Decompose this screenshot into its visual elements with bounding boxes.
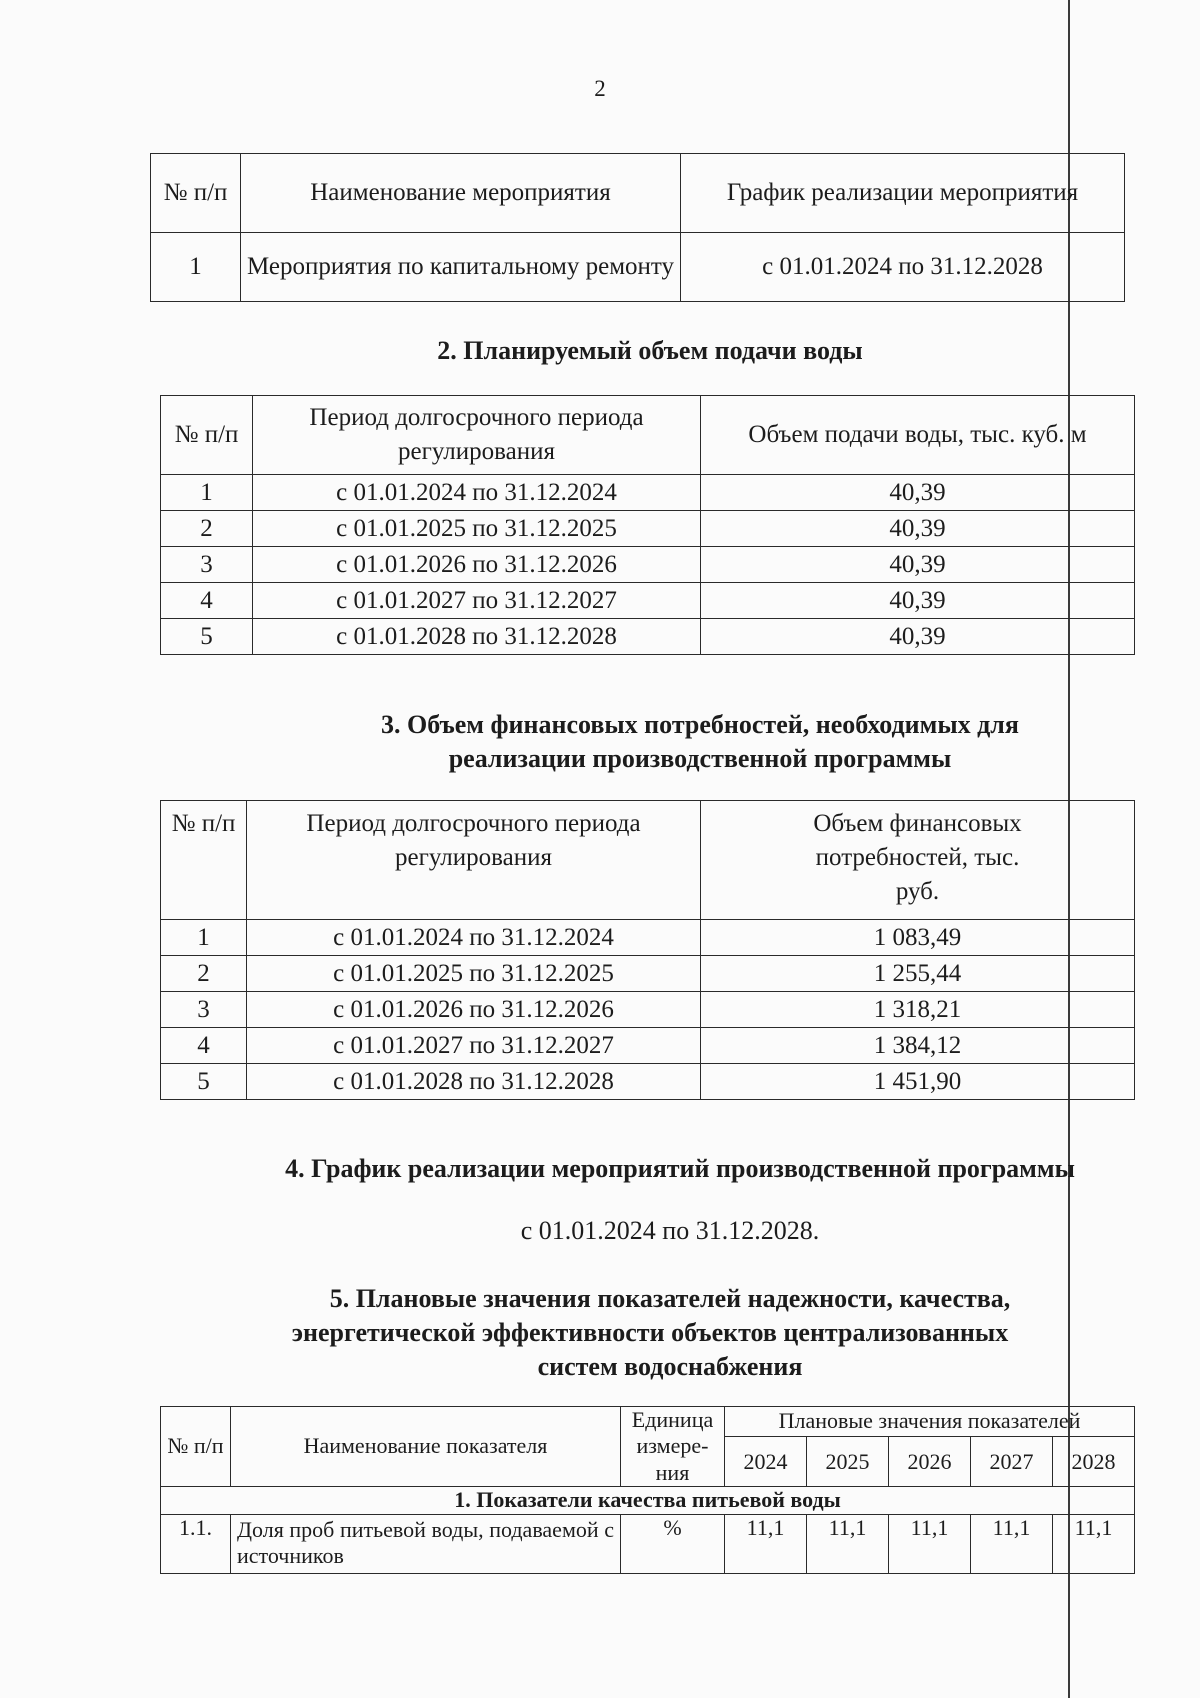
table-row [161, 475, 1135, 511]
cell-measure-name: Мероприятия по капитальному ремонту [241, 233, 681, 302]
cell-period: с 01.01.2027 по 31.12.2027 [247, 1028, 701, 1064]
cell-amount: 1 384,12 [701, 1028, 1135, 1064]
header-num: № п/п [161, 801, 247, 920]
header-indicator-name: Наименование показателя [231, 1407, 621, 1487]
section-3-title-line-1: 3. Объем финансовых потребностей, необходимых для [381, 710, 1019, 739]
indicators-table [160, 1406, 1135, 1574]
cell-period: с 01.01.2025 по 31.12.2025 [253, 511, 701, 547]
cell-value: 11,1 [725, 1514, 807, 1573]
cell-value: 11,1 [807, 1514, 889, 1573]
section-3-title-line-2: реализации производственной программы [448, 744, 952, 773]
header-schedule: График реализации мероприятия [681, 154, 1125, 233]
cell-amount: 1 083,49 [701, 920, 1135, 956]
table-row [161, 992, 1135, 1028]
water-supply-table [160, 395, 1135, 655]
cell-num: 5 [161, 619, 253, 655]
cell-num: 1 [161, 920, 247, 956]
table-row [161, 956, 1135, 992]
cell-indicator-name: Доля проб питьевой воды, подаваемой с источников [231, 1514, 621, 1573]
header-num: № п/п [161, 396, 253, 475]
cell-unit: % [621, 1514, 725, 1573]
table-row [151, 233, 1125, 302]
cell-period: с 01.01.2024 по 31.12.2024 [253, 475, 701, 511]
header-planned-values: Плановые значения показателей [725, 1407, 1135, 1437]
cell-period: с 01.01.2026 по 31.12.2026 [253, 547, 701, 583]
header-unit: Единица измере-ния [621, 1407, 725, 1487]
header-volume: Объем подачи воды, тыс. куб. м [701, 396, 1135, 475]
header-year: 2028 [1053, 1437, 1135, 1487]
cell-volume: 40,39 [701, 475, 1135, 511]
page-number: 2 [594, 76, 606, 101]
cell-period: с 01.01.2028 по 31.12.2028 [253, 619, 701, 655]
header-year: 2025 [807, 1437, 889, 1487]
measures-table [150, 153, 1125, 302]
header-year: 2024 [725, 1437, 807, 1487]
cell-volume: 40,39 [701, 547, 1135, 583]
section-5-title-line-2: энергетической эффективности объектов централизованных [291, 1318, 1009, 1347]
cell-amount: 1 451,90 [701, 1064, 1135, 1100]
cell-value: 11,1 [971, 1514, 1053, 1573]
header-period: Период долгосрочного периода регулирования [253, 396, 701, 475]
header-financial-volume: Объем финансовых потребностей, тыс. руб. [701, 801, 1135, 920]
financial-needs-table [160, 800, 1135, 1100]
cell-period: с 01.01.2025 по 31.12.2025 [247, 956, 701, 992]
cell-volume: 40,39 [701, 619, 1135, 655]
header-num: № п/п [151, 154, 241, 233]
cell-num: 1 [151, 233, 241, 302]
cell-num: 5 [161, 1064, 247, 1100]
cell-period: с 01.01.2028 по 31.12.2028 [247, 1064, 701, 1100]
header-num: № п/п [161, 1407, 231, 1487]
cell-num: 1.1. [161, 1514, 231, 1573]
cell-amount: 1 255,44 [701, 956, 1135, 992]
cell-num: 1 [161, 475, 253, 511]
header-period: Период долгосрочного периода регулирования [247, 801, 701, 920]
cell-amount: 1 318,21 [701, 992, 1135, 1028]
cell-num: 4 [161, 1028, 247, 1064]
section-2-title: 2. Планируемый объем подачи воды [437, 336, 863, 365]
cell-num: 4 [161, 583, 253, 619]
cell-num: 3 [161, 547, 253, 583]
table-row [161, 583, 1135, 619]
cell-schedule: с 01.01.2024 по 31.12.2028 [681, 233, 1125, 302]
table-row [161, 1028, 1135, 1064]
section-4-period: с 01.01.2024 по 31.12.2028. [520, 1216, 820, 1245]
cell-value: 11,1 [1053, 1514, 1135, 1573]
cell-period: с 01.01.2024 по 31.12.2024 [247, 920, 701, 956]
table-row [161, 547, 1135, 583]
table-row [161, 1514, 1135, 1573]
header-year: 2027 [971, 1437, 1053, 1487]
table-row [161, 619, 1135, 655]
header-year: 2026 [889, 1437, 971, 1487]
header-measure-name: Наименование мероприятия [241, 154, 681, 233]
cell-value: 11,1 [889, 1514, 971, 1573]
cell-num: 3 [161, 992, 247, 1028]
table-row [161, 511, 1135, 547]
section-5-title-line-3: систем водоснабжения [537, 1352, 803, 1381]
section-4-title: 4. График реализации мероприятий производственной программы [285, 1154, 1075, 1183]
table-row [161, 920, 1135, 956]
cell-volume: 40,39 [701, 511, 1135, 547]
cell-period: с 01.01.2027 по 31.12.2027 [253, 583, 701, 619]
section-5-title-line-1: 5. Плановые значения показателей надежности, качества, [329, 1284, 1011, 1313]
cell-period: с 01.01.2026 по 31.12.2026 [247, 992, 701, 1028]
cell-volume: 40,39 [701, 583, 1135, 619]
table-row [161, 1064, 1135, 1100]
cell-num: 2 [161, 511, 253, 547]
cell-num: 2 [161, 956, 247, 992]
subsection-title: 1. Показатели качества питьевой воды [161, 1487, 1135, 1514]
